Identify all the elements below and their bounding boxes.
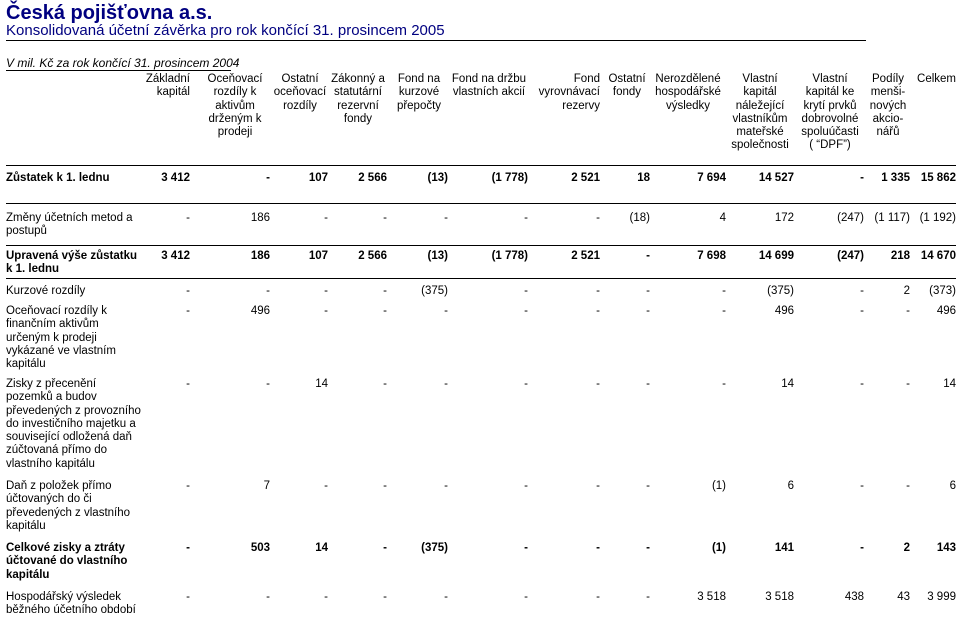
table-cell: (375) [767,285,794,297]
column-header: Podíly menši- nových akcio- nářů [869,73,907,139]
table-cell: - [266,285,270,297]
table-cell: - [324,480,328,492]
table-cell: - [722,378,726,390]
table-cell: - [383,285,387,297]
row-label: Hospodářský výsledek běžného účetního období [6,591,136,617]
table-cell: 43 [897,591,910,603]
table-cell: 14 527 [758,172,794,184]
table-cell: - [524,212,528,224]
table-cell: 14 670 [920,250,956,262]
table-cell: (375) [421,542,448,554]
table-cell: - [186,591,190,603]
table-cell: (1 192) [919,212,956,224]
table-cell: - [383,212,387,224]
table-cell: (373) [929,285,956,297]
table-cell: (247) [837,212,864,224]
table-cell: - [266,378,270,390]
row-divider [6,278,956,279]
table-cell: - [444,591,448,603]
table-cell: - [860,285,864,297]
table-cell: 3 412 [161,250,190,262]
table-cell: 14 [315,378,328,390]
column-header: Vlastní kapitál ke krytí prvků dobrovolné spoluúčasti ( “DPF”) [801,73,859,152]
table-cell: - [646,542,650,554]
table-cell: (375) [421,285,448,297]
table-cell: - [266,172,270,184]
table-cell: 2 521 [571,172,600,184]
table-cell: - [324,212,328,224]
table-cell: - [646,480,650,492]
row-label: Zůstatek k 1. lednu [6,172,110,184]
table-cell: (1 117) [874,212,910,224]
table-cell: - [596,212,600,224]
table-cell: 7 694 [697,172,726,184]
table-cell: 14 [943,378,956,390]
table-cell: - [383,378,387,390]
table-cell: - [722,285,726,297]
table-cell: 18 [637,172,650,184]
table-cell: 496 [936,305,956,317]
table-cell: - [596,542,600,554]
table-cell: 4 [719,212,726,224]
table-cell: 6 [949,480,956,492]
table-cell: 503 [250,542,270,554]
table-cell: - [266,591,270,603]
table-cell: - [646,378,650,390]
table-cell: - [524,378,528,390]
row-divider [6,165,956,166]
units-caption: V mil. Kč za rok končící 31. prosincem 2004 [6,56,240,70]
table-cell: - [324,305,328,317]
table-cell: - [383,591,387,603]
row-label: Oceňovací rozdíly k finančním aktivům určeným k prodeji vykázané ve vlastním kapitálu [6,305,116,371]
table-cell: - [524,542,528,554]
table-cell: 438 [844,591,864,603]
table-cell: 14 [315,542,328,554]
table-cell: (247) [837,250,864,262]
table-cell: 14 699 [758,250,794,262]
table-cell: - [860,172,864,184]
table-cell: - [383,480,387,492]
company-title: Česká pojišťovna a.s. [6,2,213,24]
table-cell: 186 [250,212,270,224]
column-header: Zákonný a statutární rezervní fondy [331,73,385,125]
table-cell: 2 566 [358,172,387,184]
table-cell: (1 778) [491,172,528,184]
table-cell: - [383,542,387,554]
table-cell: - [324,591,328,603]
table-cell: 107 [308,250,328,262]
table-cell: 3 518 [697,591,726,603]
table-cell: - [646,591,650,603]
table-cell: - [596,305,600,317]
table-cell: - [186,480,190,492]
row-label: Změny účetních metod a postupů [6,212,133,238]
table-cell: - [444,378,448,390]
table-cell: 2 521 [571,250,600,262]
table-cell: (13) [427,172,448,184]
table-cell: - [906,480,910,492]
row-label: Upravená výše zůstatku k 1. lednu [6,250,138,276]
table-cell: - [860,305,864,317]
column-header: Nerozdělené hospodářské výsledky [655,73,721,112]
table-cell: - [596,378,600,390]
column-header: Ostatní oceňovací rozdíly [273,73,327,112]
table-cell: - [444,212,448,224]
column-header: Celkem [917,73,956,85]
table-cell: (1 778) [491,250,528,262]
table-cell: - [524,480,528,492]
table-cell: 3 518 [765,591,794,603]
row-label: Daň z položek přímo účtovaných do či převedených z vlastního kapitálu [6,480,131,532]
row-label: Celkové zisky a ztráty účtované do vlastního kapitálu [6,542,128,581]
table-cell: - [646,250,650,262]
table-cell: - [524,285,528,297]
table-cell: - [444,305,448,317]
table-cell: - [906,378,910,390]
table-cell: 14 [781,378,794,390]
table-cell: 3 999 [927,591,956,603]
table-cell: - [524,305,528,317]
table-cell: - [596,285,600,297]
column-header: Fond na držbu vlastních akcií [451,73,527,99]
table-cell: - [186,305,190,317]
table-cell: 107 [308,172,328,184]
table-cell: 3 412 [161,172,190,184]
table-cell: (1) [711,480,726,492]
table-cell: (18) [629,212,650,224]
column-header: Ostatní fondy [608,73,646,99]
units-rule [6,70,231,71]
table-cell: 141 [774,542,794,554]
table-cell: - [906,305,910,317]
table-cell: - [186,542,190,554]
table-cell: - [860,542,864,554]
column-header: Fond na kurzové přepočty [396,73,442,112]
table-cell: 496 [250,305,270,317]
table-cell: 2 [903,285,910,297]
table-cell: - [646,285,650,297]
table-cell: 7 [263,480,270,492]
row-divider [6,203,956,204]
report-subtitle: Konsolidovaná účetní závěrka pro rok končící 31. prosincem 2005 [6,22,445,39]
table-cell: (1) [711,542,726,554]
table-cell: - [186,378,190,390]
table-cell: - [596,480,600,492]
column-header: Základní kapitál [145,73,190,99]
table-cell: 15 862 [920,172,956,184]
table-cell: 218 [890,250,910,262]
table-cell: - [524,591,528,603]
table-cell: - [596,591,600,603]
column-header: Oceňovací rozdíly k aktivům drženým k prodeji [207,73,263,139]
table-cell: - [383,305,387,317]
table-cell: - [860,378,864,390]
table-cell: 2 566 [358,250,387,262]
table-cell: 1 335 [881,172,910,184]
table-cell: - [324,285,328,297]
column-header: Vlastní kapitál náležející vlastníkům mateřské společnosti [731,73,789,152]
table-cell: - [186,212,190,224]
table-cell: 496 [774,305,794,317]
row-divider [6,245,956,246]
table-cell: 7 698 [697,250,726,262]
table-cell: 2 [903,542,910,554]
table-cell: 6 [787,480,794,492]
table-cell: - [646,305,650,317]
row-label: Zisky z přecenění pozemků a budov převedených z provozního do investičního majetku a související odložená daň zúčtovaná přímo do vlastního kapitálu [6,378,141,470]
title-rule [6,40,866,41]
table-cell: 186 [250,250,270,262]
table-cell: 143 [936,542,956,554]
table-cell: 172 [774,212,794,224]
table-cell: - [722,305,726,317]
column-header: Fond vyrovnávací rezervy [538,73,600,112]
row-label: Kurzové rozdíly [6,285,86,297]
table-cell: - [186,285,190,297]
table-cell: - [860,480,864,492]
table-cell: - [444,480,448,492]
table-cell: (13) [427,250,448,262]
